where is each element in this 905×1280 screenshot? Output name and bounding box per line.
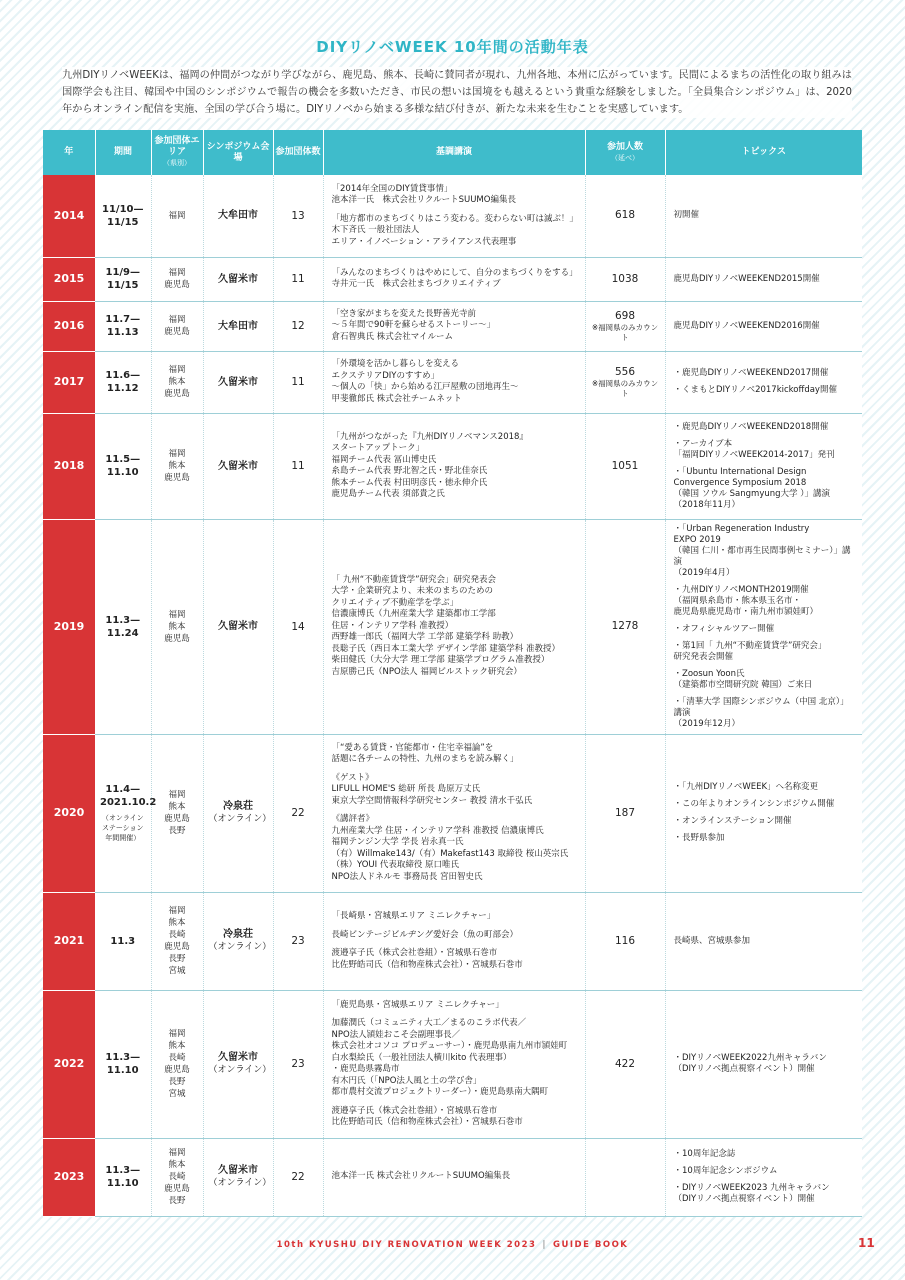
attendance-cell <box>585 413 665 519</box>
topic-item: 鹿児島DIYリノベWEEKEND2016開催 <box>673 320 820 331</box>
table-row <box>43 175 862 257</box>
period-text: 11.3— 11.24 <box>105 614 141 639</box>
lecture-cell <box>323 734 585 892</box>
group-count-cell: 11 <box>273 413 323 519</box>
attendance-cell <box>585 257 665 301</box>
venue-text: 久留米市 <box>218 376 258 388</box>
period-cell <box>95 351 151 413</box>
topics-list <box>674 1149 858 1205</box>
footer-separator: | <box>542 1240 548 1250</box>
year-cell: 2015 <box>43 257 95 301</box>
venue-text: 久留米市 <box>218 1165 258 1176</box>
area-cell: 福岡 熊本 長崎 鹿児島 長野 <box>151 1138 203 1216</box>
topic-item: ・「Urban Regeneration Industry EXPO 2019 （韓国 仁川・都市再生民間事例セミナー）」講演 （2019年4月） <box>673 523 851 578</box>
footer-guidebook: GUIDE BOOK <box>553 1240 629 1250</box>
venue-note: （オンライン） <box>208 814 272 824</box>
topics-cell <box>665 351 862 413</box>
topic-item: ・くまもとDIYリノベ2017kickoffday開催 <box>673 385 837 395</box>
lecture-text: 《講評者》 九州産業大学 住居・インテリア学科 准教授 信濃康博氏 福岡テンジン大学 学長 岩永真一氏 （有）Willmake143/（有）Makefast143 取締役 桜山英宗氏 （株）YOUI 代表取締役 原口唯氏 NPO法人ドネルモ 事務局長 宮田智史氏 <box>331 814 569 882</box>
topic-item: ・10周年記念誌 <box>673 1149 736 1159</box>
topics-list <box>674 210 858 221</box>
lecture-text: 「外環境を活かし暮らしを変える エクステリアDIYのすすめ」 ～個人の「快」から始める江戸屋敷の団地再生～ 甲斐徹郎氏 株式会社チームネット <box>331 359 519 404</box>
topic-item: ・アーカイブ本 「福岡DIYリノベWEEK2014-2017」発刊 <box>673 438 835 460</box>
lecture-text: 「 九州“不動産賃貸学”研究会」研究発表会 大学・企業研究より、未来のまちのための クリエイティブ不動産学を学ぶ」 信濃康博氏（九州産業大学 建築都市工学部 住居・インテリア学科 准教授） 西野雄一郎氏（福岡大学 工学部 建築学科 助教） 長聡子氏（西日本工業大学 デザイン学部 建築学科 准教授） 柴田健氏（大分大学 理工学部 建築学プログラム准教授） 吉原勝己氏（NPO法人 福岡ビルストック研究会） <box>331 574 561 677</box>
period-text: 11.6— 11.12 <box>105 370 141 394</box>
area-cell: 福岡 熊本 長崎 鹿児島 長野 宮城 <box>151 892 203 990</box>
year-cell: 2021 <box>43 892 95 990</box>
table-row <box>43 301 862 351</box>
attendance-note: ※福岡県のみカウント <box>591 322 659 342</box>
area-cell: 福岡 熊本 長崎 鹿児島 長野 宮城 <box>151 990 203 1138</box>
year-cell: 2022 <box>43 990 95 1138</box>
venue-text: 久留米市 <box>218 621 258 632</box>
lecture-text: 《ゲスト》 LIFULL HOME'S 総研 所長 島原万丈氏 東京大学空間情報科学研究センター 教授 清水千弘氏 <box>331 772 533 806</box>
year-cell: 2018 <box>43 413 95 519</box>
period-text: 11/9— 11/15 <box>105 267 141 291</box>
topics-cell <box>665 175 862 257</box>
venue-cell <box>203 301 273 351</box>
topic-item: ・「九州DIYリノベWEEK」へ名称変更 <box>673 782 819 792</box>
topics-cell <box>665 413 862 519</box>
lecture-cell <box>323 175 585 257</box>
lecture-text: 長崎ビンテージビルヂング愛好会（魚の町部会） <box>331 929 518 940</box>
year-cell: 2020 <box>43 734 95 892</box>
topic-item: ・九州DIYリノベMONTH2019開催 （福岡県糸島市・熊本県玉名市・ 鹿児島県鹿児島市・南九州市頴娃町） <box>673 584 819 617</box>
topics-list <box>674 524 858 730</box>
venue-text: 久留米市 <box>218 1052 258 1063</box>
topics-list <box>674 936 858 947</box>
table-row <box>43 413 862 519</box>
lecture-text: 「九州がつながった『九州DIYリノベマンス2018』 スタートアップトーク」 福岡チーム代表 冨山博史氏 糸島チーム代表 野北智之氏・野北佳奈氏 熊本チーム代表 村田明彦氏・徳永伸介氏 鹿児島チーム代表 須部貴之氏 <box>331 431 528 499</box>
venue-cell <box>203 175 273 257</box>
topic-item: ・この年よりオンラインシンポジウム開催 <box>673 799 835 809</box>
period-text: 11/10— 11/15 <box>102 203 144 228</box>
topic-item: ・「Ubuntu International Design Convergence Symposium 2018 （韓国 ソウル Sangmyung大学 ）」講演 （2018年11月） <box>673 466 830 510</box>
venue-text: 久留米市 <box>218 273 258 285</box>
topics-cell <box>665 990 862 1138</box>
group-count-cell: 22 <box>273 1138 323 1216</box>
group-count-cell: 12 <box>273 301 323 351</box>
attendance-text: 187 <box>614 806 636 819</box>
lecture-text: 「鹿児島県・宮城県エリア ミニレクチャー」 <box>331 999 504 1010</box>
header-area-sub: （県別） <box>163 159 191 167</box>
table-row <box>43 519 862 734</box>
area-cell: 福岡 熊本 鹿児島 長野 <box>151 734 203 892</box>
lecture-text: 「地方都市のまちづくりはこう変わる。変わらない町は滅ぶ！」 木下斉氏 一般社団法人 エリア・イノベーション・アライアンス代表理事 <box>331 213 578 247</box>
header-period: 期間 <box>95 130 151 175</box>
timeline-table <box>43 130 862 1217</box>
venue-text: 大牟田市 <box>218 210 258 222</box>
period-text: 11.3— 11.10 <box>105 1052 141 1076</box>
header-year: 年 <box>43 130 95 175</box>
period-cell <box>95 519 151 734</box>
group-count-cell: 23 <box>273 990 323 1138</box>
topics-cell <box>665 301 862 351</box>
attendance-cell <box>585 1138 665 1216</box>
topics-cell <box>665 734 862 892</box>
topic-item: ・10周年記念シンポジウム <box>673 1166 778 1176</box>
lecture-text: 渡邉享子氏（株式会社巻組）・宮城県石巻市 比佐野皓司氏（信和物産株式会社）・宮城県石巻市 <box>331 1105 523 1127</box>
table-row <box>43 734 862 892</box>
table-row <box>43 257 862 301</box>
period-cell <box>95 301 151 351</box>
topics-list <box>674 1053 858 1075</box>
topic-item: ・第1回「 九州“不動産賃貸学”研究会」 研究発表会開催 <box>673 640 827 662</box>
footer <box>0 1240 905 1250</box>
header-lecture: 基調講演 <box>323 130 585 175</box>
period-cell <box>95 413 151 519</box>
attendance-text: 556 <box>614 365 636 378</box>
lecture-cell <box>323 892 585 990</box>
area-cell: 福岡 熊本 鹿児島 <box>151 351 203 413</box>
lecture-cell <box>323 301 585 351</box>
year-cell: 2017 <box>43 351 95 413</box>
year-cell: 2014 <box>43 175 95 257</box>
table-row <box>43 892 862 990</box>
venue-cell <box>203 892 273 990</box>
lecture-cell <box>323 519 585 734</box>
area-cell: 福岡 熊本 鹿児島 <box>151 413 203 519</box>
table-header-row <box>43 130 862 175</box>
venue-cell <box>203 413 273 519</box>
venue-note: （オンライン） <box>208 1178 272 1188</box>
topic-item: 長崎県、宮城県参加 <box>673 935 751 946</box>
table-row <box>43 990 862 1138</box>
lecture-text: 「空き家がまちを変えた長野善光寺前 ～５年間で90軒を蘇らせるストーリー～」 倉石智典氏 株式会社マイルーム <box>331 308 496 342</box>
venue-cell <box>203 1138 273 1216</box>
attendance-cell <box>585 301 665 351</box>
period-text: 11.3— 11.10 <box>105 1165 141 1189</box>
header-venue: シンポジウム会場 <box>203 130 273 175</box>
lecture-text: 加藤潤氏（コミュニティ大工／まるのこラボ代表／ NPO法人頴娃おこそ会副理事長／ 株式会社オコソコ プロデューサー）・鹿児島県南九州市頴娃町 白水梨絵氏（一般社団法人横川kito 代表理事） ・鹿児島県霧島市 有木円氏（「NPO法人風と土の学び舎」 都市農村交流プロジェクトリーダー）・鹿児島県南大隅町 <box>331 1018 568 1097</box>
group-count-cell: 11 <box>273 257 323 301</box>
attendance-text: 1278 <box>611 620 639 632</box>
attendance-cell <box>585 990 665 1138</box>
period-cell <box>95 175 151 257</box>
attendance-text: 422 <box>614 1057 636 1070</box>
topic-item: ・オンラインステーション開催 <box>673 816 792 826</box>
topic-item: ・Zoosun Yoon氏 （建築都市空間研究院 韓国）ご来日 <box>673 668 813 690</box>
topic-item: ・鹿児島DIYリノベWEEKEND2018開催 <box>673 421 829 432</box>
venue-text: 冷泉荘 <box>223 929 253 940</box>
period-cell <box>95 892 151 990</box>
group-count-cell: 13 <box>273 175 323 257</box>
topics-list <box>674 422 858 511</box>
lecture-cell <box>323 413 585 519</box>
header-area-label: 参加団体エリア <box>154 136 200 157</box>
area-cell: 福岡 鹿児島 <box>151 257 203 301</box>
attendance-text: 618 <box>614 209 636 222</box>
period-note: （オンライン ステーション 年間開催） <box>101 814 144 842</box>
lecture-cell <box>323 990 585 1138</box>
topics-list <box>674 274 858 285</box>
venue-text: 久留米市 <box>218 460 258 472</box>
page-number: 11 <box>858 1236 875 1250</box>
lecture-text: 「みんなのまちづくりはやめにして、自分のまちづくりをする」 寺井元一氏 株式会社まちづクリエイティブ <box>331 267 578 289</box>
lecture-text: 「2014年全国のDIY賃貸事情」 池本洋一氏 株式会社リクルートSUUMO編集長 <box>331 183 516 205</box>
topic-item: ・DIYリノベWEEK2022九州キャラバン （DIYリノベ拠点視察イベント）開催 <box>673 1053 827 1074</box>
lecture-cell <box>323 1138 585 1216</box>
venue-text: 冷泉荘 <box>223 801 253 812</box>
topics-cell <box>665 892 862 990</box>
topics-cell <box>665 519 862 734</box>
period-text: 11.4— 2021.10.2 <box>100 784 157 808</box>
group-count-cell: 22 <box>273 734 323 892</box>
venue-cell <box>203 257 273 301</box>
attendance-text: 1038 <box>611 272 639 285</box>
page-title: DIYリノベWEEK 10年間の活動年表 <box>316 38 589 56</box>
group-count-cell: 23 <box>273 892 323 990</box>
header-area <box>151 130 203 175</box>
area-cell: 福岡 鹿児島 <box>151 301 203 351</box>
topic-item: 初開催 <box>673 210 700 221</box>
topic-item: 鹿児島DIYリノベWEEKEND2015開催 <box>673 273 820 284</box>
attendance-note: ※福岡県のみカウント <box>591 378 659 398</box>
period-text: 11.7— 11.13 <box>105 314 141 338</box>
lecture-text: 池本洋一氏 株式会社リクルートSUUMO編集長 <box>331 1171 511 1182</box>
area-cell: 福岡 <box>151 175 203 257</box>
table-row <box>43 1138 862 1216</box>
topics-cell <box>665 1138 862 1216</box>
topic-item: ・「清華大学 国際シンポジウム（中国 北京）」講演 （2019年12月） <box>673 696 849 729</box>
attendance-text: 1051 <box>611 459 639 472</box>
venue-cell <box>203 351 273 413</box>
topics-list <box>674 782 858 844</box>
venue-note: （オンライン） <box>208 1065 272 1075</box>
topics-list <box>674 321 858 332</box>
group-count-cell: 14 <box>273 519 323 734</box>
period-cell <box>95 990 151 1138</box>
year-cell: 2019 <box>43 519 95 734</box>
period-text: 11.5— 11.10 <box>105 454 141 478</box>
period-cell <box>95 257 151 301</box>
topic-item: ・長野県参加 <box>673 833 725 843</box>
year-cell: 2023 <box>43 1138 95 1216</box>
header-topics: トピックス <box>665 130 862 175</box>
period-text: 11.3 <box>110 935 136 947</box>
lecture-cell <box>323 351 585 413</box>
venue-cell <box>203 519 273 734</box>
intro-paragraph: 九州DIYリノベWEEKは、福岡の仲間がつながり学びながら、鹿児島、熊本、長崎に賛同者が現れ、九州各地、本州に広がっています。民間によるまちの活性化の取り組みは国際学会も注目、韓国や中国のシンポジウムで報告の機会を多数いただき、市民の想いは国境をも越えるという貴重な経験をしました。「全員集合シンポジウム」は、2020年からオンライン配信を実施、全国の学び合う場に。DIYリノベから始まる多様な結び付きが、新たな未来を生むことを実感しています。 <box>62 67 852 118</box>
venue-text: 大牟田市 <box>218 320 258 332</box>
attendance-text: 698 <box>614 309 636 322</box>
venue-note: （オンライン） <box>208 942 272 952</box>
lecture-text: 渡邉享子氏（株式会社巻組）・宮城県石巻市 比佐野皓司氏（信和物産株式会社）・宮城県石巻市 <box>331 948 523 970</box>
table-row <box>43 351 862 413</box>
header-attendance <box>585 130 665 175</box>
group-count-cell: 11 <box>273 351 323 413</box>
attendance-text: 116 <box>614 934 636 947</box>
attendance-cell <box>585 351 665 413</box>
topic-item: ・オフィシャルツアー開催 <box>673 623 775 634</box>
attendance-cell <box>585 734 665 892</box>
footer-title: 10th KYUSHU DIY RENOVATION WEEK 2023 <box>276 1240 537 1250</box>
attendance-cell <box>585 175 665 257</box>
period-cell <box>95 734 157 892</box>
header-count: 参加団体数 <box>273 130 323 175</box>
topic-item: ・鹿児島DIYリノベWEEKEND2017開催 <box>673 368 829 378</box>
attendance-cell <box>585 519 665 734</box>
lecture-text: 「“愛ある賃貸・官能都市・住宅幸福論”を 話題に各チームの特性、九州のまちを読み解く」 <box>331 742 519 765</box>
venue-cell <box>203 990 273 1138</box>
period-cell <box>95 1138 151 1216</box>
topics-cell <box>665 257 862 301</box>
lecture-text: 「長崎県・宮城県エリア ミニレクチャー」 <box>331 911 496 921</box>
attendance-cell <box>585 892 665 990</box>
year-cell: 2016 <box>43 301 95 351</box>
topics-list <box>674 368 858 396</box>
area-cell: 福岡 熊本 鹿児島 <box>151 519 203 734</box>
lecture-cell <box>323 257 585 301</box>
topic-item: ・DIYリノベWEEK2023 九州キャラバン （DIYリノベ拠点視察イベント）開催 <box>673 1183 830 1204</box>
venue-cell <box>203 734 273 892</box>
header-attendance-sub: （延べ） <box>611 153 639 162</box>
header-attendance-label: 参加人数 <box>606 141 643 152</box>
